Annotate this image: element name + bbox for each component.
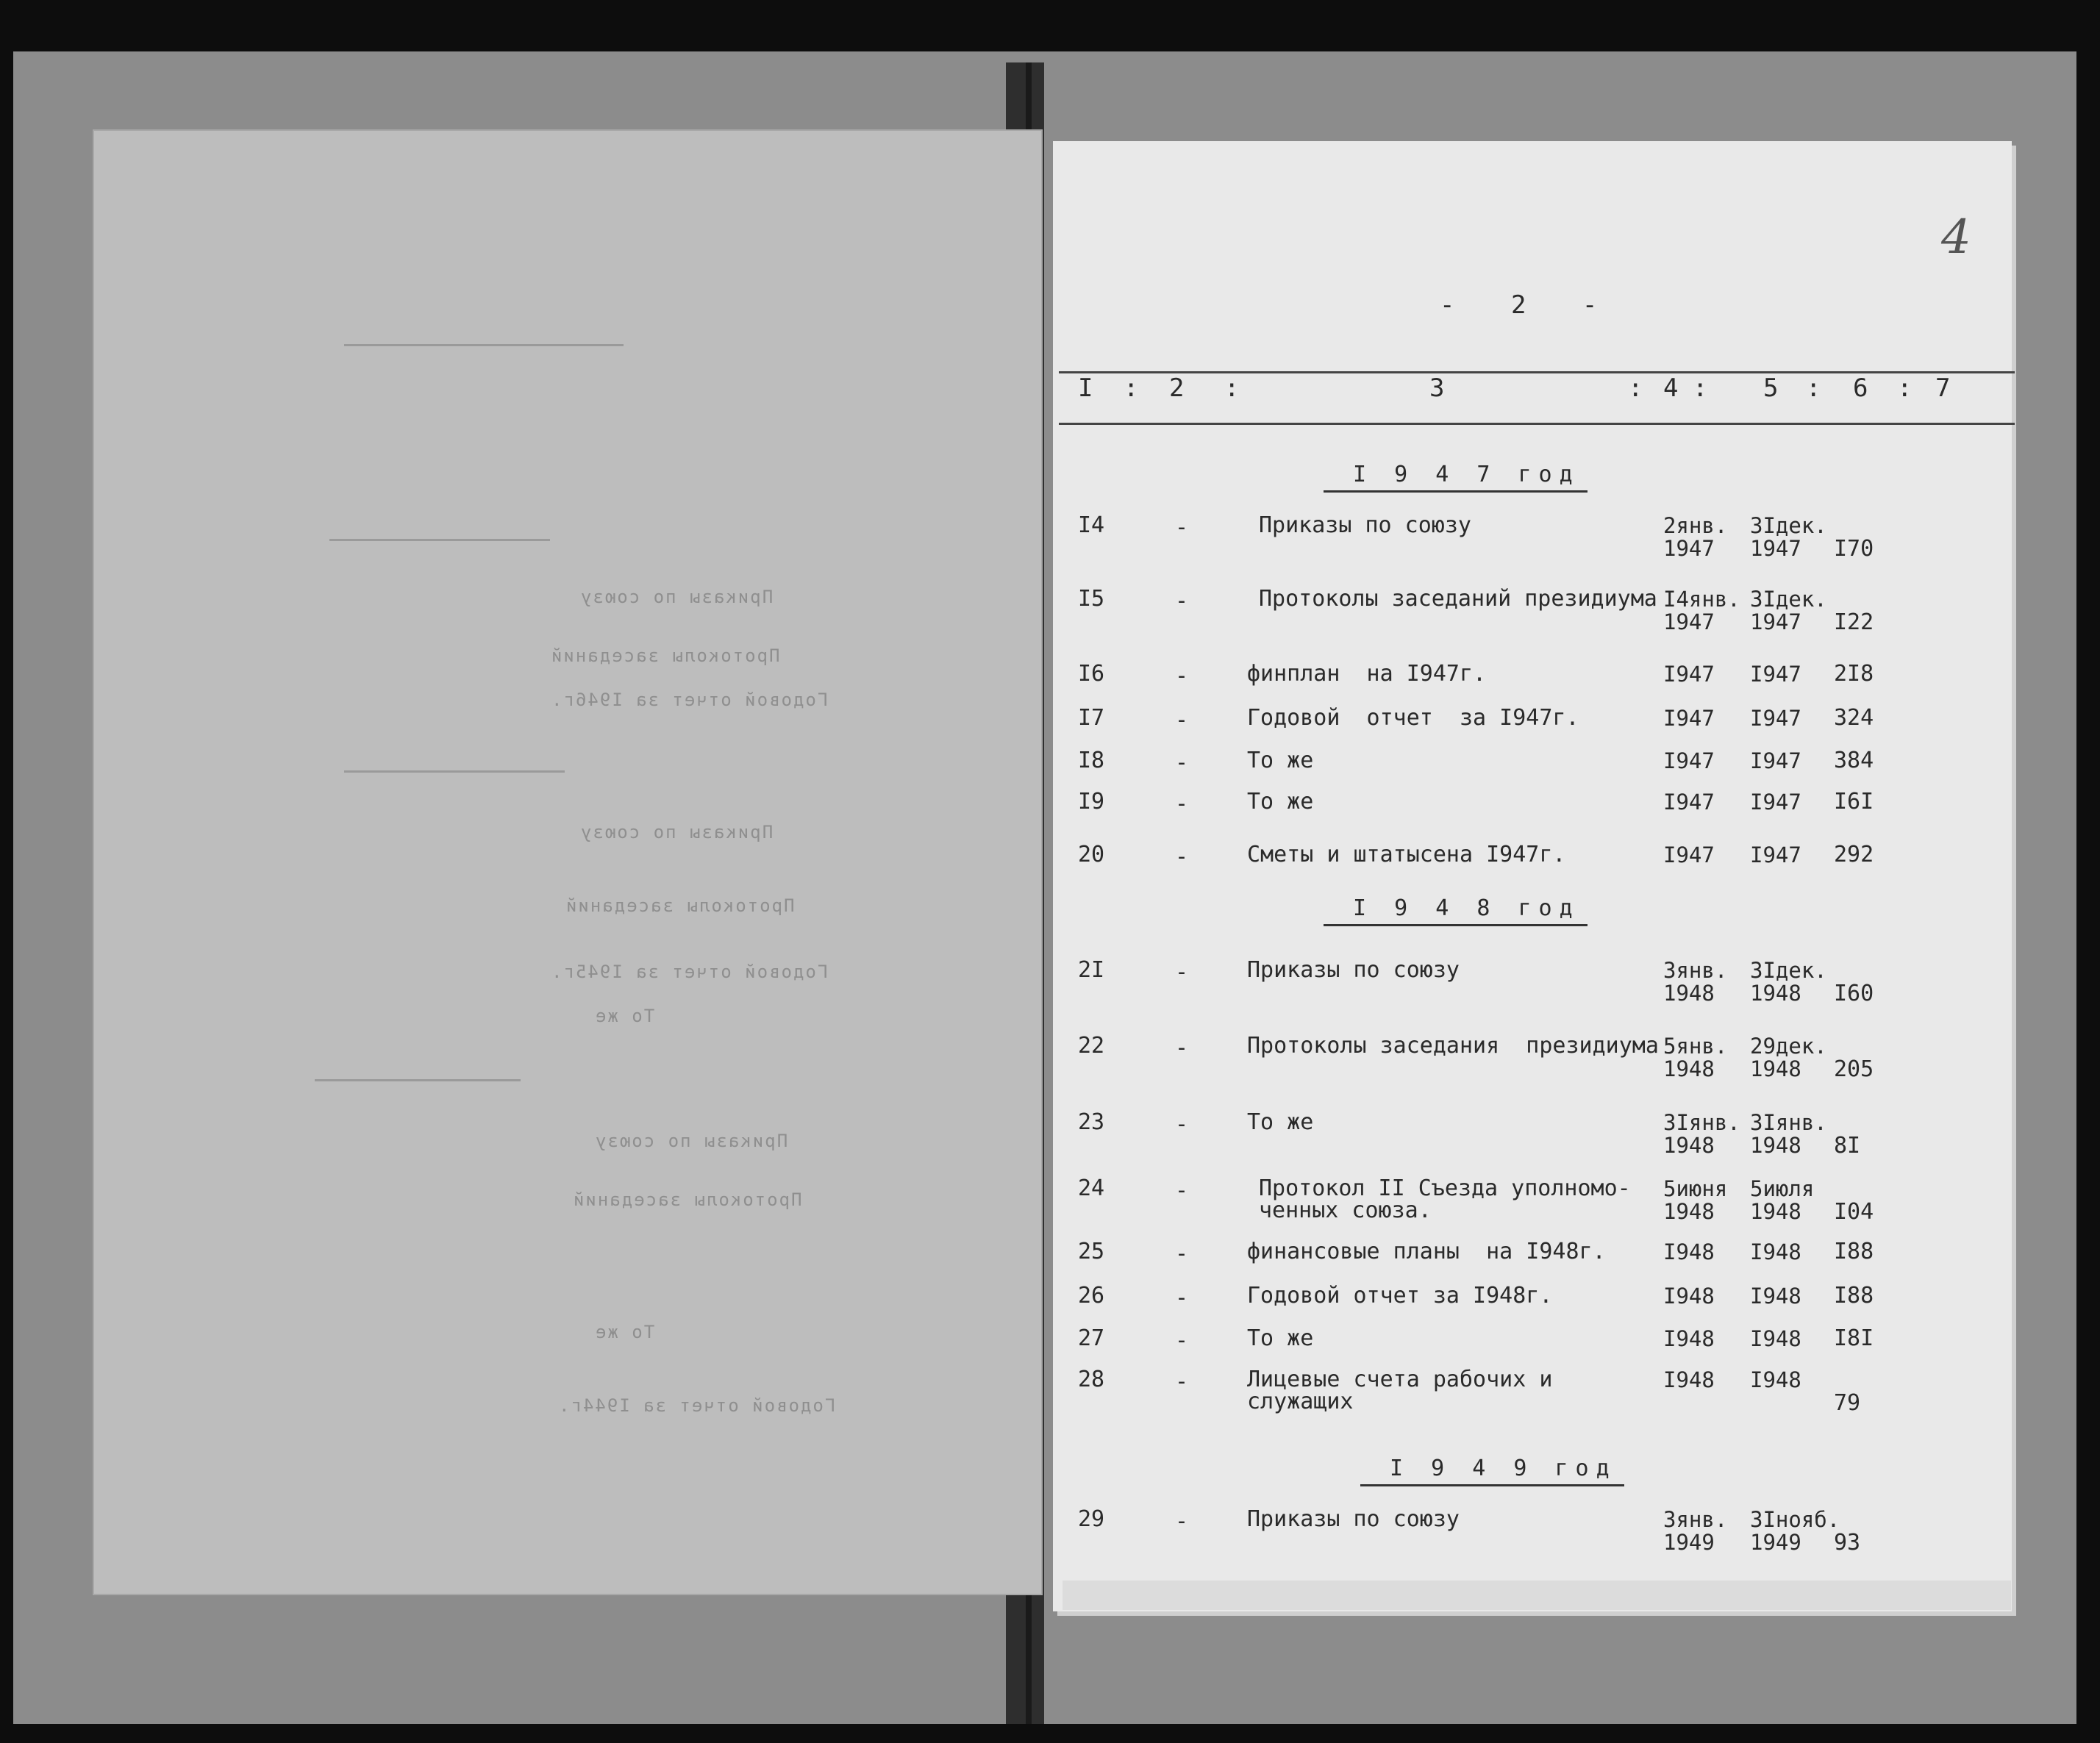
row-dash: - [1175, 750, 1189, 776]
row-dash: - [1175, 791, 1189, 817]
row-number: 26 [1078, 1283, 1105, 1309]
row-start-date: 3Iянв. 1948 [1663, 1110, 1740, 1158]
row-title: Протоколы заседания президиума [1247, 1033, 1659, 1059]
row-dash: - [1175, 1508, 1189, 1534]
row-dash: - [1175, 663, 1189, 689]
bleed-line: Приказы по союзу [579, 587, 774, 607]
row-end-date: 5июля 1948 [1750, 1176, 1815, 1224]
bleed-line: То же [594, 1006, 655, 1026]
row-dash: - [1175, 844, 1189, 870]
bleed-line: Приказы по союзу [579, 822, 774, 842]
row-title: То же [1247, 1325, 1314, 1351]
row-dash: - [1175, 588, 1189, 614]
row-title: Протоколы заседаний президиума [1259, 586, 1657, 612]
row-end-date: 3Iдек. 1948 [1750, 958, 1827, 1006]
row-title: То же [1247, 748, 1314, 773]
year-heading-1947: I 9 4 7 год [1324, 462, 1588, 493]
row-sheet-count: 93 [1834, 1530, 1861, 1556]
row-title: Приказы по союзу [1247, 1506, 1460, 1532]
row-dash: - [1175, 1035, 1189, 1061]
row-dash: - [1175, 1328, 1189, 1353]
row-start-date: I4янв. 1947 [1663, 587, 1740, 634]
row-number: I4 [1078, 512, 1105, 538]
col-header-2: 2 [1169, 373, 1185, 403]
row-dash: - [1175, 1369, 1189, 1395]
bleed-line: Годовой отчет за I945г. [550, 962, 829, 982]
row-dash: - [1175, 959, 1189, 985]
row-end-date: I947 [1750, 662, 1801, 687]
row-start-date: 5июня 1948 [1663, 1176, 1728, 1224]
row-start-date: I947 [1663, 748, 1715, 773]
row-number: 23 [1078, 1109, 1105, 1135]
row-number: 2I [1078, 957, 1105, 983]
row-sheet-count: 324 [1834, 705, 1874, 731]
bleed-line: Протоколы заседаний [572, 1189, 802, 1210]
row-number: 24 [1078, 1175, 1105, 1201]
row-sheet-count: 384 [1834, 748, 1874, 773]
row-number: I9 [1078, 789, 1105, 815]
col-sep: : [1628, 373, 1643, 403]
row-sheet-count: I8I [1834, 1325, 1874, 1351]
col-header-1: I [1078, 373, 1093, 403]
row-number: 22 [1078, 1033, 1105, 1059]
bleed-line: Приказы по союзу [594, 1131, 788, 1151]
row-end-date: I947 [1750, 790, 1801, 815]
col-sep: : [1693, 373, 1708, 403]
row-dash: - [1175, 1285, 1189, 1311]
row-number: 28 [1078, 1367, 1105, 1392]
row-sheet-count: 8I [1834, 1133, 1861, 1159]
row-start-date: 5янв. 1948 [1663, 1034, 1728, 1081]
row-start-date: I948 [1663, 1284, 1715, 1309]
row-sheet-count: I88 [1834, 1239, 1874, 1264]
row-sheet-count: I60 [1834, 981, 1874, 1006]
page-number: - 2 - [1440, 290, 1618, 320]
col-sep: : [1124, 373, 1139, 403]
col-header-4: 4 [1663, 373, 1679, 403]
row-start-date: 3янв. 1949 [1663, 1507, 1728, 1555]
row-dash: - [1175, 707, 1189, 733]
row-number: I7 [1078, 705, 1105, 731]
row-sheet-count: I88 [1834, 1283, 1874, 1309]
row-number: I6 [1078, 661, 1105, 687]
row-number: I5 [1078, 586, 1105, 612]
row-number: 29 [1078, 1506, 1105, 1532]
row-sheet-count: I6I [1834, 789, 1874, 815]
row-title: Приказы по союзу [1247, 957, 1460, 983]
row-end-date: 3Iдек. 1947 [1750, 587, 1827, 634]
row-end-date: I948 [1750, 1239, 1801, 1264]
row-sheet-count: I22 [1834, 609, 1874, 635]
row-title: То же [1247, 789, 1314, 815]
row-start-date: I947 [1663, 706, 1715, 731]
row-title: Годовой отчет за I948г. [1247, 1283, 1553, 1309]
row-dash: - [1175, 515, 1189, 540]
row-end-date: I947 [1750, 706, 1801, 731]
bleed-line: Годовой отчет за I946г. [550, 690, 829, 710]
bleed-line: То же [594, 1322, 655, 1342]
bleed-line: Протоколы заседаний [550, 645, 780, 666]
row-number: 27 [1078, 1325, 1105, 1351]
row-start-date: 3янв. 1948 [1663, 958, 1728, 1006]
col-sep: : [1806, 373, 1821, 403]
bleed-line: Годовой отчет за I944г. [557, 1395, 836, 1416]
row-sheet-count: I70 [1834, 536, 1874, 562]
row-title: Годовой отчет за I947г. [1247, 705, 1579, 731]
col-header-3: 3 [1429, 373, 1445, 403]
row-sheet-count: 79 [1834, 1390, 1861, 1416]
col-header-7: 7 [1935, 373, 1951, 403]
col-sep: : [1224, 373, 1240, 403]
year-heading-1948: I 9 4 8 год [1324, 895, 1588, 926]
row-sheet-count: 2I8 [1834, 661, 1874, 687]
row-start-date: I948 [1663, 1326, 1715, 1351]
row-title: Приказы по союзу [1259, 512, 1471, 538]
row-start-date: I947 [1663, 790, 1715, 815]
col-header-6: 6 [1853, 373, 1868, 403]
year-heading-1949: I 9 4 9 год [1360, 1456, 1624, 1486]
row-title: Протокол II Съезда уполномо- ченных союза. [1259, 1175, 1631, 1223]
row-sheet-count: I04 [1834, 1199, 1874, 1225]
row-end-date: I948 [1750, 1367, 1801, 1392]
row-title: Лицевые счета рабочих и служащих [1247, 1367, 1553, 1414]
row-start-date: I947 [1663, 842, 1715, 867]
col-header-5: 5 [1763, 373, 1779, 403]
row-start-date: I947 [1663, 662, 1715, 687]
row-title: финансовые планы на I948г. [1247, 1239, 1606, 1264]
row-end-date: 3Iнояб. 1949 [1750, 1507, 1840, 1555]
row-start-date: 2янв. 1947 [1663, 513, 1728, 561]
row-end-date: 3Iдек. 1947 [1750, 513, 1827, 561]
row-number: 25 [1078, 1239, 1105, 1264]
row-end-date: I947 [1750, 842, 1801, 867]
row-title: То же [1247, 1109, 1314, 1135]
col-sep: : [1897, 373, 1913, 403]
header-top-rule [1059, 371, 2015, 373]
row-start-date: I948 [1663, 1367, 1715, 1392]
header-bottom-rule [1059, 423, 2015, 425]
row-sheet-count: 292 [1834, 842, 1874, 867]
row-end-date: I948 [1750, 1284, 1801, 1309]
row-dash: - [1175, 1112, 1189, 1137]
row-dash: - [1175, 1178, 1189, 1203]
row-number: I8 [1078, 748, 1105, 773]
row-end-date: I948 [1750, 1326, 1801, 1351]
row-dash: - [1175, 1241, 1189, 1267]
row-end-date: I947 [1750, 748, 1801, 773]
row-title: финплан на I947г. [1247, 661, 1487, 687]
archive-sheet-number: 4 [1941, 210, 1971, 265]
row-sheet-count: 205 [1834, 1056, 1874, 1082]
row-number: 20 [1078, 842, 1105, 867]
row-end-date: 29дек. 1948 [1750, 1034, 1827, 1081]
bleed-line: Протоколы заседаний [565, 895, 795, 916]
row-title: Сметы и штатысена I947г. [1247, 842, 1566, 867]
row-start-date: I948 [1663, 1239, 1715, 1264]
row-end-date: 3Iянв. 1948 [1750, 1110, 1827, 1158]
